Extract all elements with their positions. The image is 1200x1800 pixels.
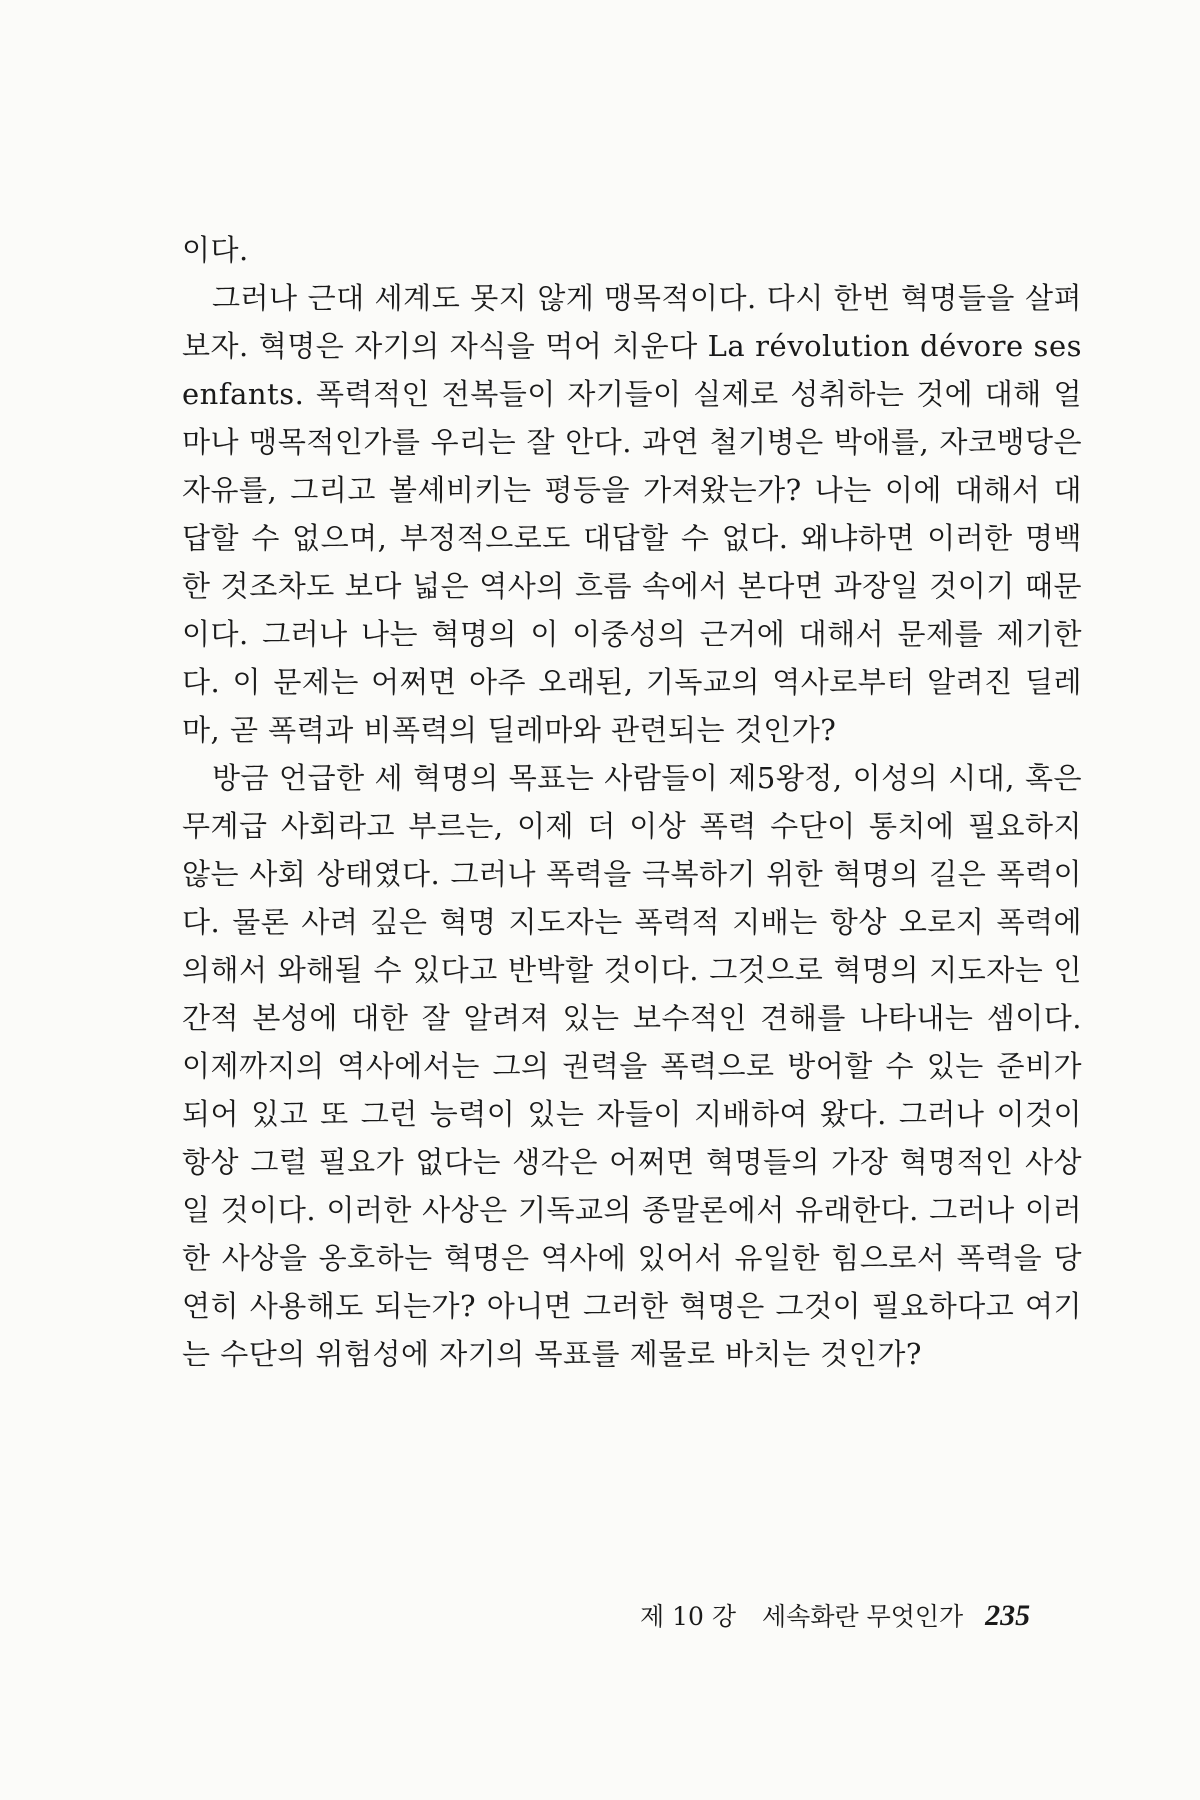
body-text [182, 226, 1082, 1378]
paragraph-revolution-blindness: 그러나 근대 세계도 못지 않게 맹목적이다. 다시 한번 혁명들을 살펴보자. 혁명은 자기의 자식을 먹어 치운다 La révolution dévore ses enfants. 폭력적인 전복들이 자기들이 실제로 성취하는 것에 대해 얼마나 맹목적인가를 우리는 잘 안다. 과연 철기병은 박애를, 자코뱅당은 자유를, 그리고 볼셰비키는 평등을 가져왔는가? 나는 이에 대해서 대답할 수 없으며, 부정적으로도 대답할 수 없다. 왜냐하면 이러한 명백한 것조차도 보다 넓은 역사의 흐름 속에서 본다면 과장일 것이기 때문이다. 그러나 나는 혁명의 이 이중성의 근거에 대해서 문제를 제기한다. 이 문제는 어쩌면 아주 오래된, 기독교의 역사로부터 알려진 딜레마, 곧 폭력과 비폭력의 딜레마와 관련되는 것인가? [182, 281, 1082, 747]
footer-title: 세속화란 무엇인가 [762, 1602, 964, 1631]
footer-chapter: 제 10 강 [640, 1602, 737, 1631]
page-footer [640, 1598, 1060, 1635]
paragraph-violence-and-revolution: 방금 언급한 세 혁명의 목표는 사람들이 제5왕정, 이성의 시대, 혹은 무계급 사회라고 부르는, 이제 더 이상 폭력 수단이 통치에 필요하지 않는 사회 상태였다. 그러나 폭력을 극복하기 위한 혁명의 길은 폭력이다. 물론 사려 깊은 혁명 지도자는 폭력적 지배는 항상 오로지 폭력에 의해서 와해될 수 있다고 반박할 것이다. 그것으로 혁명의 지도자는 인간적 본성에 대한 잘 알려져 있는 보수적인 견해를 나타내는 셈이다. 이제까지의 역사에서는 그의 권력을 폭력으로 방어할 수 있는 준비가 되어 있고 또 그런 능력이 있는 자들이 지배하여 왔다. 그러나 이것이 항상 그럴 필요가 없다는 생각은 어쩌면 혁명들의 가장 혁명적인 사상일 것이다. 이러한 사상은 기독교의 종말론에서 유래한다. 그러나 이러한 사상을 옹호하는 혁명은 역사에 있어서 유일한 힘으로서 폭력을 당연히 사용해도 되는가? 아니면 그러한 혁명은 그것이 필요하다고 여기는 수단의 위험성에 자기의 목표를 제물로 바치는 것인가? [182, 761, 1082, 1371]
page-number: 235 [985, 1599, 1031, 1632]
paragraph-continuation: 이다. [182, 233, 249, 267]
